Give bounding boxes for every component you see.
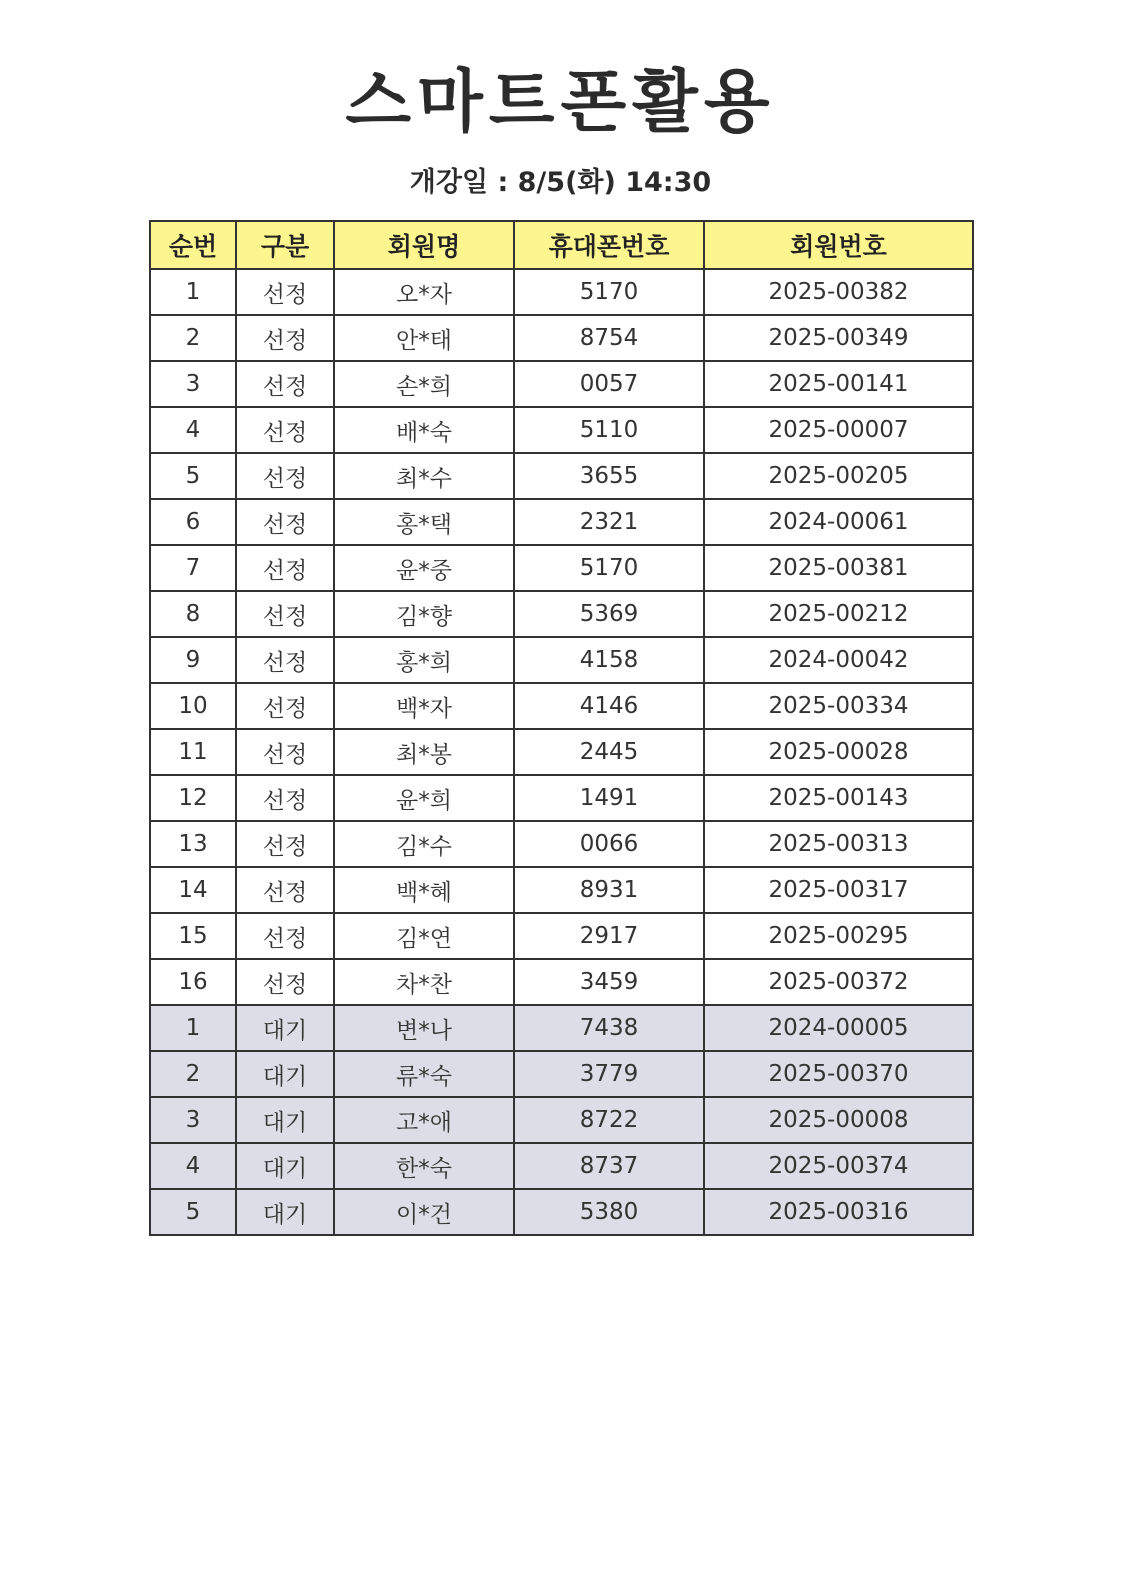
cell-member-number: 2025-00028 [704, 729, 973, 775]
cell-category: 선정 [236, 637, 334, 683]
cell-phone: 8737 [514, 1143, 704, 1189]
cell-member-name: 홍*희 [334, 637, 514, 683]
cell-seq: 15 [150, 913, 236, 959]
cell-seq: 14 [150, 867, 236, 913]
cell-category: 선정 [236, 315, 334, 361]
cell-phone: 8931 [514, 867, 704, 913]
cell-phone: 3779 [514, 1051, 704, 1097]
cell-member-number: 2025-00374 [704, 1143, 973, 1189]
cell-member-number: 2025-00381 [704, 545, 973, 591]
cell-member-name: 고*애 [334, 1097, 514, 1143]
cell-phone: 4158 [514, 637, 704, 683]
table-row [150, 453, 973, 499]
class-start-date: 개강일 : 8/5(화) 14:30 [409, 167, 712, 198]
cell-seq: 13 [150, 821, 236, 867]
cell-member-number: 2025-00349 [704, 315, 973, 361]
table-row [150, 775, 973, 821]
cell-seq: 7 [150, 545, 236, 591]
table-row [150, 729, 973, 775]
cell-member-name: 백*혜 [334, 867, 514, 913]
cell-phone: 3459 [514, 959, 704, 1005]
cell-category: 선정 [236, 913, 334, 959]
cell-member-number: 2025-00316 [704, 1189, 973, 1235]
cell-member-number: 2025-00143 [704, 775, 973, 821]
cell-seq: 12 [150, 775, 236, 821]
table-row [150, 637, 973, 683]
cell-member-number: 2025-00141 [704, 361, 973, 407]
cell-category: 선정 [236, 591, 334, 637]
cell-member-name: 김*수 [334, 821, 514, 867]
cell-member-number: 2025-00313 [704, 821, 973, 867]
table-row [150, 1189, 973, 1235]
table-header-row [150, 221, 973, 269]
table-row [150, 1051, 973, 1097]
cell-member-name: 류*숙 [334, 1051, 514, 1097]
cell-phone: 0066 [514, 821, 704, 867]
cell-member-number: 2024-00042 [704, 637, 973, 683]
cell-phone: 2917 [514, 913, 704, 959]
cell-phone: 5380 [514, 1189, 704, 1235]
cell-member-name: 안*태 [334, 315, 514, 361]
cell-phone: 0057 [514, 361, 704, 407]
cell-member-number: 2025-00008 [704, 1097, 973, 1143]
cell-category: 선정 [236, 407, 334, 453]
cell-phone: 8722 [514, 1097, 704, 1143]
header-phone: 휴대폰번호 [514, 221, 704, 269]
cell-category: 대기 [236, 1097, 334, 1143]
cell-seq: 4 [150, 407, 236, 453]
cell-seq: 1 [150, 269, 236, 315]
cell-member-number: 2025-00334 [704, 683, 973, 729]
cell-member-name: 최*수 [334, 453, 514, 499]
cell-category: 선정 [236, 269, 334, 315]
cell-member-name: 한*숙 [334, 1143, 514, 1189]
cell-member-name: 최*봉 [334, 729, 514, 775]
cell-seq: 5 [150, 1189, 236, 1235]
cell-seq: 4 [150, 1143, 236, 1189]
cell-category: 선정 [236, 959, 334, 1005]
table-row [150, 407, 973, 453]
cell-phone: 2321 [514, 499, 704, 545]
cell-member-name: 윤*희 [334, 775, 514, 821]
cell-seq: 6 [150, 499, 236, 545]
table-row [150, 959, 973, 1005]
cell-category: 선정 [236, 499, 334, 545]
cell-member-number: 2024-00061 [704, 499, 973, 545]
cell-phone: 3655 [514, 453, 704, 499]
table-row [150, 1097, 973, 1143]
cell-member-name: 손*희 [334, 361, 514, 407]
cell-seq: 10 [150, 683, 236, 729]
table-row [150, 683, 973, 729]
table-row [150, 269, 973, 315]
cell-member-number: 2025-00372 [704, 959, 973, 1005]
header-member-number: 회원번호 [704, 221, 973, 269]
cell-seq: 5 [150, 453, 236, 499]
cell-category: 선정 [236, 821, 334, 867]
table-row [150, 591, 973, 637]
cell-seq: 11 [150, 729, 236, 775]
cell-phone: 4146 [514, 683, 704, 729]
cell-category: 선정 [236, 453, 334, 499]
cell-member-name: 윤*중 [334, 545, 514, 591]
cell-member-name: 홍*택 [334, 499, 514, 545]
member-table [149, 220, 974, 1236]
cell-category: 선정 [236, 867, 334, 913]
cell-member-number: 2025-00382 [704, 269, 973, 315]
cell-member-name: 변*나 [334, 1005, 514, 1051]
cell-member-number: 2025-00295 [704, 913, 973, 959]
table-row [150, 1005, 973, 1051]
table-row [150, 1143, 973, 1189]
cell-member-number: 2025-00205 [704, 453, 973, 499]
table-row [150, 315, 973, 361]
cell-member-name: 백*자 [334, 683, 514, 729]
cell-seq: 3 [150, 361, 236, 407]
cell-member-name: 배*숙 [334, 407, 514, 453]
cell-category: 대기 [236, 1005, 334, 1051]
table-body [150, 269, 973, 1235]
cell-member-number: 2024-00005 [704, 1005, 973, 1051]
cell-category: 선정 [236, 361, 334, 407]
cell-seq: 3 [150, 1097, 236, 1143]
cell-member-name: 오*자 [334, 269, 514, 315]
cell-phone: 5110 [514, 407, 704, 453]
cell-category: 대기 [236, 1189, 334, 1235]
table-row [150, 867, 973, 913]
cell-seq: 2 [150, 1051, 236, 1097]
cell-seq: 9 [150, 637, 236, 683]
table-row [150, 499, 973, 545]
cell-member-number: 2025-00212 [704, 591, 973, 637]
cell-phone: 5170 [514, 269, 704, 315]
cell-member-name: 김*향 [334, 591, 514, 637]
cell-category: 선정 [236, 729, 334, 775]
cell-phone: 7438 [514, 1005, 704, 1051]
cell-phone: 5170 [514, 545, 704, 591]
cell-member-name: 이*건 [334, 1189, 514, 1235]
cell-phone: 1491 [514, 775, 704, 821]
table-row [150, 545, 973, 591]
cell-seq: 8 [150, 591, 236, 637]
cell-member-number: 2025-00007 [704, 407, 973, 453]
cell-category: 대기 [236, 1051, 334, 1097]
cell-seq: 2 [150, 315, 236, 361]
header-category: 구분 [236, 221, 334, 269]
header-member-name: 회원명 [334, 221, 514, 269]
cell-category: 선정 [236, 683, 334, 729]
cell-phone: 2445 [514, 729, 704, 775]
cell-phone: 5369 [514, 591, 704, 637]
table-row [150, 821, 973, 867]
cell-seq: 16 [150, 959, 236, 1005]
page-title: 스마트폰활용 [345, 63, 776, 142]
cell-member-number: 2025-00370 [704, 1051, 973, 1097]
header-seq: 순번 [150, 221, 236, 269]
cell-seq: 1 [150, 1005, 236, 1051]
table-row [150, 913, 973, 959]
cell-category: 대기 [236, 1143, 334, 1189]
cell-member-name: 김*연 [334, 913, 514, 959]
table-row [150, 361, 973, 407]
cell-category: 선정 [236, 775, 334, 821]
cell-member-name: 차*찬 [334, 959, 514, 1005]
cell-category: 선정 [236, 545, 334, 591]
cell-member-number: 2025-00317 [704, 867, 973, 913]
cell-phone: 8754 [514, 315, 704, 361]
